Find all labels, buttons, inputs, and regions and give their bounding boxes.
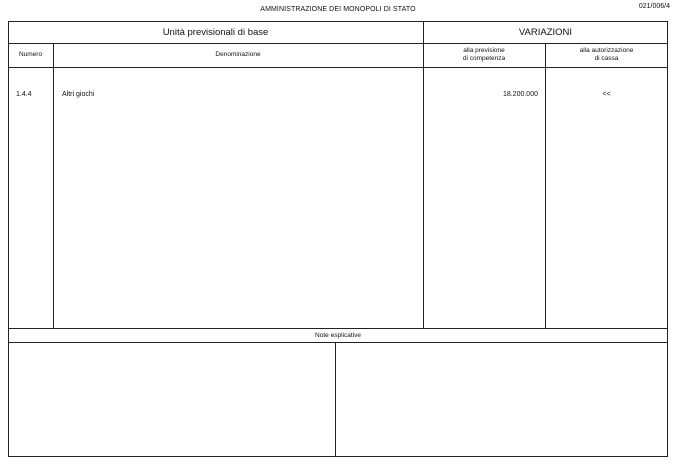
document-code: 021/006/4 (638, 3, 670, 10)
cassa-column-divider (545, 43, 546, 328)
row-cassa: << (602, 91, 611, 98)
column-header-cassa-line2: di cassa (594, 54, 619, 62)
column-header-previsione-line2: di competenza (462, 54, 506, 62)
column-header-numero: Numero (18, 51, 43, 58)
sections-divider (423, 21, 424, 328)
notes-top-divider (8, 328, 668, 329)
column-header-previsione (423, 47, 545, 62)
section-left-title: Unità previsionali di base (162, 27, 269, 38)
column-header-divider (8, 67, 668, 68)
notes-left-area (9, 343, 335, 456)
numero-column-divider (53, 43, 54, 328)
column-header-denominazione: Denominazione (215, 51, 261, 58)
notes-title: Note esplicative (315, 332, 361, 339)
row-denominazione: Altri giochi (62, 91, 95, 98)
section-header-divider (8, 43, 668, 44)
column-header-cassa-line1: alla autorizzazione (579, 47, 634, 54)
page-title: AMMINISTRAZIONE DEI MONOPOLI DI STATO (260, 6, 416, 13)
row-numero: 1.4.4 (16, 91, 32, 98)
column-header-previsione-line1: alla previsione (463, 47, 505, 54)
column-header-cassa (545, 47, 668, 62)
row-previsione: 18.200.000 (502, 91, 538, 98)
notes-right-area (336, 343, 667, 456)
section-right-title: VARIAZIONI (518, 27, 573, 38)
